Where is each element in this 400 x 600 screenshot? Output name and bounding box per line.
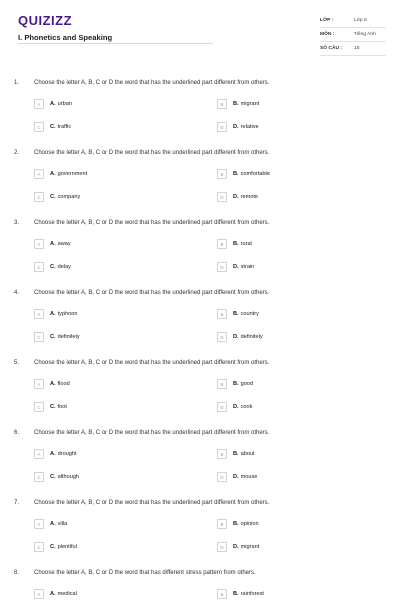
option-text: good (240, 381, 254, 387)
option-letter: A (50, 591, 55, 597)
answer-option[interactable] (34, 449, 77, 459)
meta-value: 15 (354, 46, 360, 51)
option-letter: A (50, 101, 55, 107)
option-letter: D (233, 334, 238, 340)
option-letter: B (233, 241, 238, 247)
option-text: villa (57, 521, 68, 527)
question-number: 5. (14, 360, 20, 366)
option-text: migrant (240, 544, 260, 550)
question-number: 3. (14, 220, 20, 226)
answer-option[interactable] (217, 122, 259, 132)
meta-label: SỐ CÂU : (320, 46, 343, 51)
question-number: 1. (14, 80, 20, 86)
option-checkbox[interactable]: D (217, 332, 227, 342)
answer-option[interactable] (34, 239, 71, 249)
question-number: 4. (14, 290, 20, 296)
option-separator: . (237, 194, 239, 200)
option-checkbox[interactable]: C (34, 122, 44, 132)
option-checkbox[interactable]: B (217, 589, 227, 599)
answer-option[interactable] (217, 589, 264, 599)
answer-option[interactable] (217, 192, 258, 202)
answer-option[interactable] (34, 169, 87, 179)
option-letter: D (233, 544, 238, 550)
option-checkbox[interactable]: C (34, 542, 44, 552)
question-text: Choose the letter A, B, C or D the word that has the underlined part different from others. (34, 430, 270, 436)
option-checkbox[interactable]: B (217, 379, 227, 389)
option-separator: . (54, 591, 56, 597)
option-letter: B (233, 171, 238, 177)
option-text: opinion (240, 521, 259, 527)
option-text: away (57, 241, 71, 247)
question-text: Choose the letter A, B, C or D the word that has the underlined part different from others. (34, 150, 270, 156)
option-text: about (240, 451, 255, 457)
question-item (0, 146, 400, 216)
option-letter: C (50, 404, 55, 410)
answer-option[interactable] (34, 332, 80, 342)
option-letter: C (50, 194, 55, 200)
option-text: traffic (57, 124, 72, 130)
option-checkbox[interactable]: D (217, 192, 227, 202)
question-text: Choose the letter A, B, C or D the word that has the underlined part different from others. (34, 80, 270, 86)
answer-option[interactable] (217, 379, 253, 389)
option-checkbox[interactable]: B (217, 99, 227, 109)
option-text: relative (240, 124, 259, 130)
option-separator: . (54, 334, 56, 340)
option-checkbox[interactable]: A (34, 239, 44, 249)
option-checkbox[interactable]: C (34, 472, 44, 482)
option-checkbox[interactable]: A (34, 309, 44, 319)
option-checkbox[interactable]: A (34, 519, 44, 529)
option-text: rural (240, 241, 252, 247)
option-checkbox[interactable]: D (217, 542, 227, 552)
meta-value: Tiếng Anh (354, 32, 376, 37)
answer-option[interactable] (34, 402, 67, 412)
answer-option[interactable] (34, 122, 71, 132)
option-separator: . (54, 381, 56, 387)
question-item (0, 76, 400, 146)
option-separator: . (237, 171, 239, 177)
option-text: urban (57, 101, 72, 107)
option-text: company (57, 194, 81, 200)
option-separator: . (237, 544, 239, 550)
option-checkbox[interactable]: D (217, 402, 227, 412)
question-item (0, 286, 400, 356)
option-separator: . (54, 124, 56, 130)
option-letter: D (233, 264, 238, 270)
question-text: Choose the letter A, B, C or D the word that has the underlined part different from others. (34, 220, 270, 226)
option-separator: . (237, 404, 239, 410)
answer-option[interactable] (34, 309, 78, 319)
meta-row-grade (320, 14, 386, 28)
answer-option[interactable] (34, 519, 67, 529)
option-checkbox[interactable]: D (217, 472, 227, 482)
question-item (0, 216, 400, 286)
question-text: Choose the letter A, B, C or D the word that has the underlined part different from others. (34, 360, 270, 366)
option-separator: . (54, 194, 56, 200)
question-number: 2. (14, 150, 20, 156)
option-checkbox[interactable]: A (34, 449, 44, 459)
option-checkbox[interactable]: D (217, 262, 227, 272)
option-text: drought (57, 451, 77, 457)
option-separator: . (237, 124, 239, 130)
question-text: Choose the letter A, B, C or D the word that has different stress pattern from others. (34, 570, 256, 576)
option-separator: . (54, 101, 56, 107)
option-text: definitely (240, 334, 263, 340)
answer-option[interactable] (34, 589, 77, 599)
meta-value: Lớp 8 (354, 18, 367, 23)
option-letter: A (50, 521, 55, 527)
answer-option[interactable] (34, 542, 77, 552)
option-text: delay (57, 264, 71, 270)
option-letter: B (233, 311, 238, 317)
option-letter: C (50, 474, 55, 480)
option-text: plentiful (57, 544, 77, 550)
option-letter: A (50, 381, 55, 387)
option-separator: . (54, 521, 56, 527)
option-separator: . (237, 521, 239, 527)
option-letter: B (233, 591, 238, 597)
option-checkbox[interactable]: A (34, 379, 44, 389)
option-separator: . (237, 311, 239, 317)
option-checkbox[interactable]: B (217, 519, 227, 529)
option-checkbox[interactable]: C (34, 332, 44, 342)
option-separator: . (54, 311, 56, 317)
option-separator: . (54, 451, 56, 457)
title-divider (18, 43, 213, 44)
option-separator: . (54, 404, 56, 410)
option-letter: B (233, 381, 238, 387)
question-text: Choose the letter A, B, C or D the word that has the underlined part different from others. (34, 290, 270, 296)
option-letter: C (50, 334, 55, 340)
question-item (0, 426, 400, 496)
option-separator: . (54, 474, 56, 480)
option-text: flood (57, 381, 70, 387)
meta-label: LỚP : (320, 18, 334, 23)
answer-option[interactable] (217, 472, 257, 482)
answer-option[interactable] (217, 449, 255, 459)
answer-option[interactable] (34, 192, 80, 202)
option-checkbox[interactable]: C (34, 192, 44, 202)
option-checkbox[interactable]: B (217, 449, 227, 459)
option-separator: . (237, 334, 239, 340)
option-letter: B (233, 521, 238, 527)
option-checkbox[interactable]: B (217, 239, 227, 249)
option-separator: . (237, 451, 239, 457)
option-letter: D (233, 474, 238, 480)
option-separator: . (237, 591, 239, 597)
option-checkbox[interactable]: C (34, 262, 44, 272)
answer-option[interactable] (217, 99, 259, 109)
question-item (0, 356, 400, 426)
worksheet-header (0, 0, 400, 68)
option-letter: A (50, 311, 55, 317)
option-separator: . (54, 264, 56, 270)
option-checkbox[interactable]: A (34, 169, 44, 179)
question-number: 8. (14, 570, 20, 576)
option-separator: . (237, 381, 239, 387)
option-checkbox[interactable]: B (217, 169, 227, 179)
option-letter: D (233, 404, 238, 410)
option-letter: B (233, 451, 238, 457)
answer-option[interactable] (217, 519, 259, 529)
meta-table (320, 14, 386, 56)
meta-row-question-count (320, 42, 386, 56)
option-separator: . (54, 544, 56, 550)
answer-option[interactable] (217, 542, 259, 552)
answer-option[interactable] (34, 99, 72, 109)
quizizz-logo: QUIZIZZ (18, 13, 73, 28)
option-checkbox[interactable]: A (34, 589, 44, 599)
option-checkbox[interactable]: D (217, 122, 227, 132)
option-letter: A (50, 241, 55, 247)
option-letter: C (50, 264, 55, 270)
option-letter: A (50, 451, 55, 457)
option-letter: A (50, 171, 55, 177)
option-text: although (57, 474, 80, 480)
option-text: government (57, 171, 88, 177)
answer-option[interactable] (217, 309, 259, 319)
option-text: typhoon (57, 311, 78, 317)
answer-option[interactable] (34, 379, 70, 389)
option-letter: B (233, 101, 238, 107)
option-text: strain (240, 264, 255, 270)
meta-row-subject (320, 28, 386, 42)
option-separator: . (237, 241, 239, 247)
option-letter: C (50, 124, 55, 130)
question-number: 7. (14, 500, 20, 506)
answer-option[interactable] (217, 402, 252, 412)
answer-option[interactable] (217, 332, 263, 342)
question-item (0, 566, 400, 600)
meta-label: MÔN : (320, 32, 335, 37)
question-text: Choose the letter A, B, C or D the word that has the underlined part different from others. (34, 500, 270, 506)
option-text: migrant (240, 101, 260, 107)
answer-option[interactable] (217, 262, 254, 272)
option-separator: . (54, 171, 56, 177)
option-letter: D (233, 124, 238, 130)
answer-option[interactable] (217, 169, 270, 179)
option-text: rainforest (240, 591, 264, 597)
question-number: 6. (14, 430, 20, 436)
option-text: comfortable (240, 171, 270, 177)
question-item (0, 496, 400, 566)
answer-option[interactable] (34, 262, 71, 272)
answer-option[interactable] (217, 239, 252, 249)
option-text: country (240, 311, 259, 317)
option-text: remote (240, 194, 259, 200)
option-checkbox[interactable]: C (34, 402, 44, 412)
option-separator: . (237, 101, 239, 107)
option-separator: . (54, 241, 56, 247)
option-text: cook (240, 404, 253, 410)
option-separator: . (237, 474, 239, 480)
option-letter: C (50, 544, 55, 550)
option-text: medical (57, 591, 77, 597)
option-checkbox[interactable]: B (217, 309, 227, 319)
worksheet-title: I. Phonetics and Speaking (18, 33, 113, 42)
option-letter: D (233, 194, 238, 200)
option-text: foot (57, 404, 67, 410)
option-checkbox[interactable]: A (34, 99, 44, 109)
option-text: mouse (240, 474, 258, 480)
option-separator: . (237, 264, 239, 270)
option-text: definitely (57, 334, 80, 340)
question-list (0, 76, 400, 600)
answer-option[interactable] (34, 472, 79, 482)
